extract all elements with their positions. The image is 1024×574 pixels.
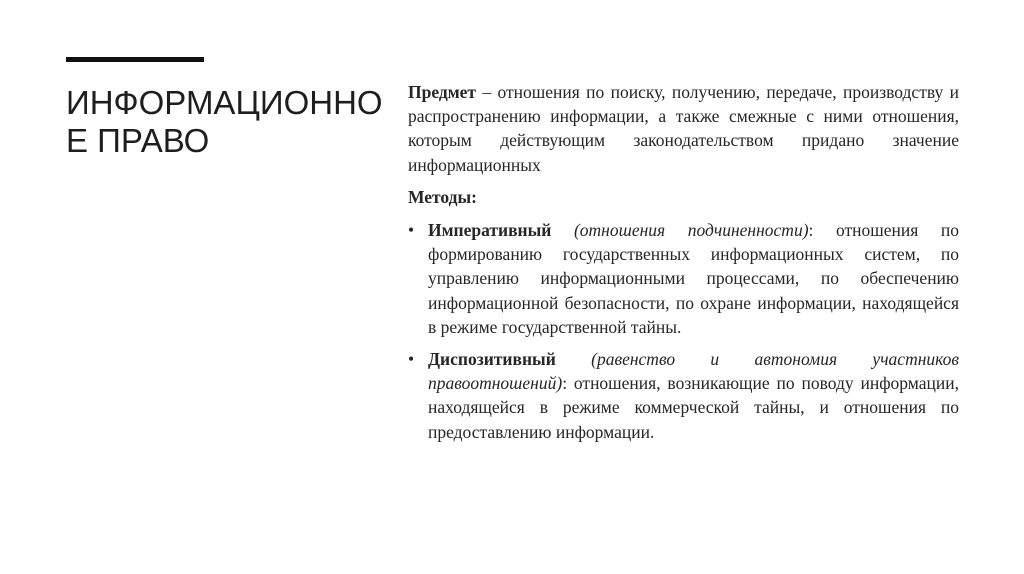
method-text: : отношения по формированию государственных информационных систем, по управлению информационными процессами, по обеспечению информационной безопасности, по охране информации, находящейся в режиме государственной тайны. xyxy=(428,220,959,337)
slide-content xyxy=(408,80,959,452)
title-accent-line xyxy=(66,57,204,62)
slide-title: ИНФОРМАЦИОННОЕ ПРАВО xyxy=(66,84,383,159)
method-space xyxy=(551,220,574,240)
bullet-icon: • xyxy=(408,220,415,241)
method-name: Императивный xyxy=(428,220,552,241)
subject-term: Предмет xyxy=(408,82,477,102)
method-space xyxy=(556,349,591,369)
methods-list xyxy=(408,218,959,444)
bullet-icon: • xyxy=(408,349,415,370)
methods-heading: Методы: xyxy=(408,186,478,207)
subject-text: – отношения по поиску, получению, передаче, производству и распространению информации, а также смежные с ними отношения, которым действующим законодательством придано значение информационных xyxy=(408,82,959,175)
method-text: : отношения, возникающие по поводу информации, находящейся в режиме коммерческой тайны, и отношения по предоставлению информации. xyxy=(428,373,959,442)
method-note: (равенство и автономия участников правоотношений) xyxy=(428,349,960,394)
method-note: (отношения подчиненности) xyxy=(573,220,809,241)
subject-paragraph xyxy=(408,80,959,177)
method-name: Диспозитивный xyxy=(428,349,556,370)
method-item-imperative xyxy=(408,218,959,339)
method-item-dispositive xyxy=(408,347,959,444)
